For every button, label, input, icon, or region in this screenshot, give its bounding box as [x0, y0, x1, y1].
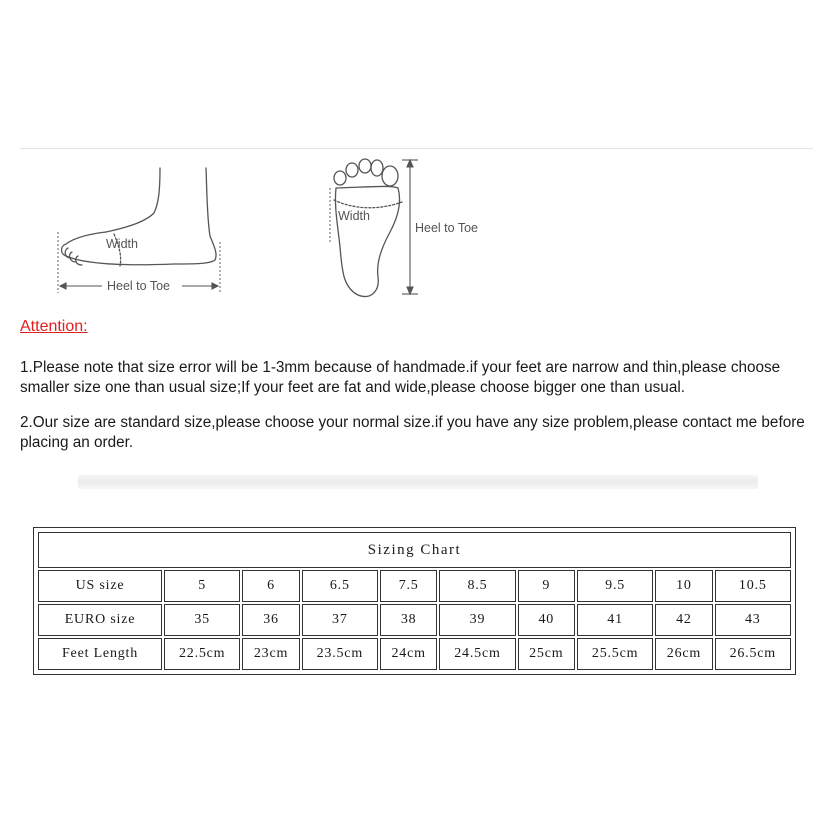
- table-row: [38, 638, 791, 670]
- sizing-chart: [33, 527, 796, 675]
- chart-title-row: [38, 532, 791, 568]
- chart-title: Sizing Chart: [38, 532, 791, 568]
- table-cell: 24.5cm: [439, 638, 515, 670]
- table-cell: 23cm: [242, 638, 299, 670]
- table-cell: 39: [439, 604, 515, 636]
- side-foot-diagram: [44, 158, 234, 308]
- attention-heading: Attention:: [20, 318, 88, 335]
- table-cell: 43: [715, 604, 791, 636]
- table-cell: 42: [655, 604, 712, 636]
- row-label: US size: [38, 570, 162, 602]
- table-cell: 25cm: [518, 638, 575, 670]
- table-cell: 38: [380, 604, 437, 636]
- sole-width-label: Width: [338, 209, 370, 223]
- top-divider: [20, 148, 813, 149]
- table-cell: 22.5cm: [164, 638, 240, 670]
- table-cell: 10: [655, 570, 712, 602]
- table-cell: 26cm: [655, 638, 712, 670]
- table-cell: 7.5: [380, 570, 437, 602]
- table-cell: 6: [242, 570, 299, 602]
- table-cell: 8.5: [439, 570, 515, 602]
- table-cell: 6.5: [302, 570, 378, 602]
- table-cell: 25.5cm: [577, 638, 653, 670]
- note-1: 1.Please note that size error will be 1-3mm because of handmade.if your feet are narrow and thin,please choose smaller size one than usual size;If your feet are fat and wide,please choose bigger one than usual.: [20, 359, 781, 396]
- table-cell: 9.5: [577, 570, 653, 602]
- side-foot-icon: [44, 158, 234, 308]
- table-row: [38, 604, 791, 636]
- table-cell: 36: [242, 604, 299, 636]
- table-cell: 23.5cm: [302, 638, 378, 670]
- row-label: Feet Length: [38, 638, 162, 670]
- table-cell: 26.5cm: [715, 638, 791, 670]
- table-cell: 41: [577, 604, 653, 636]
- sole-length-label: Heel to Toe: [415, 221, 479, 235]
- sizing-table: [36, 530, 793, 672]
- table-row: [38, 570, 791, 602]
- table-cell: 24cm: [380, 638, 437, 670]
- sole-foot-icon: [320, 152, 510, 302]
- row-label: EURO size: [38, 604, 162, 636]
- table-cell: 37: [302, 604, 378, 636]
- table-cell: 9: [518, 570, 575, 602]
- side-width-label: Width: [106, 237, 138, 251]
- side-length-label: Heel to Toe: [107, 279, 171, 293]
- table-cell: 5: [164, 570, 240, 602]
- note-2: 2.Our size are standard size,please choose your normal size.if you have any size problem,please contact me before placing an order.: [20, 414, 805, 451]
- sole-foot-diagram: [320, 152, 510, 302]
- table-cell: 40: [518, 604, 575, 636]
- table-cell: 10.5: [715, 570, 791, 602]
- table-cell: 35: [164, 604, 240, 636]
- decorative-divider: [78, 475, 758, 489]
